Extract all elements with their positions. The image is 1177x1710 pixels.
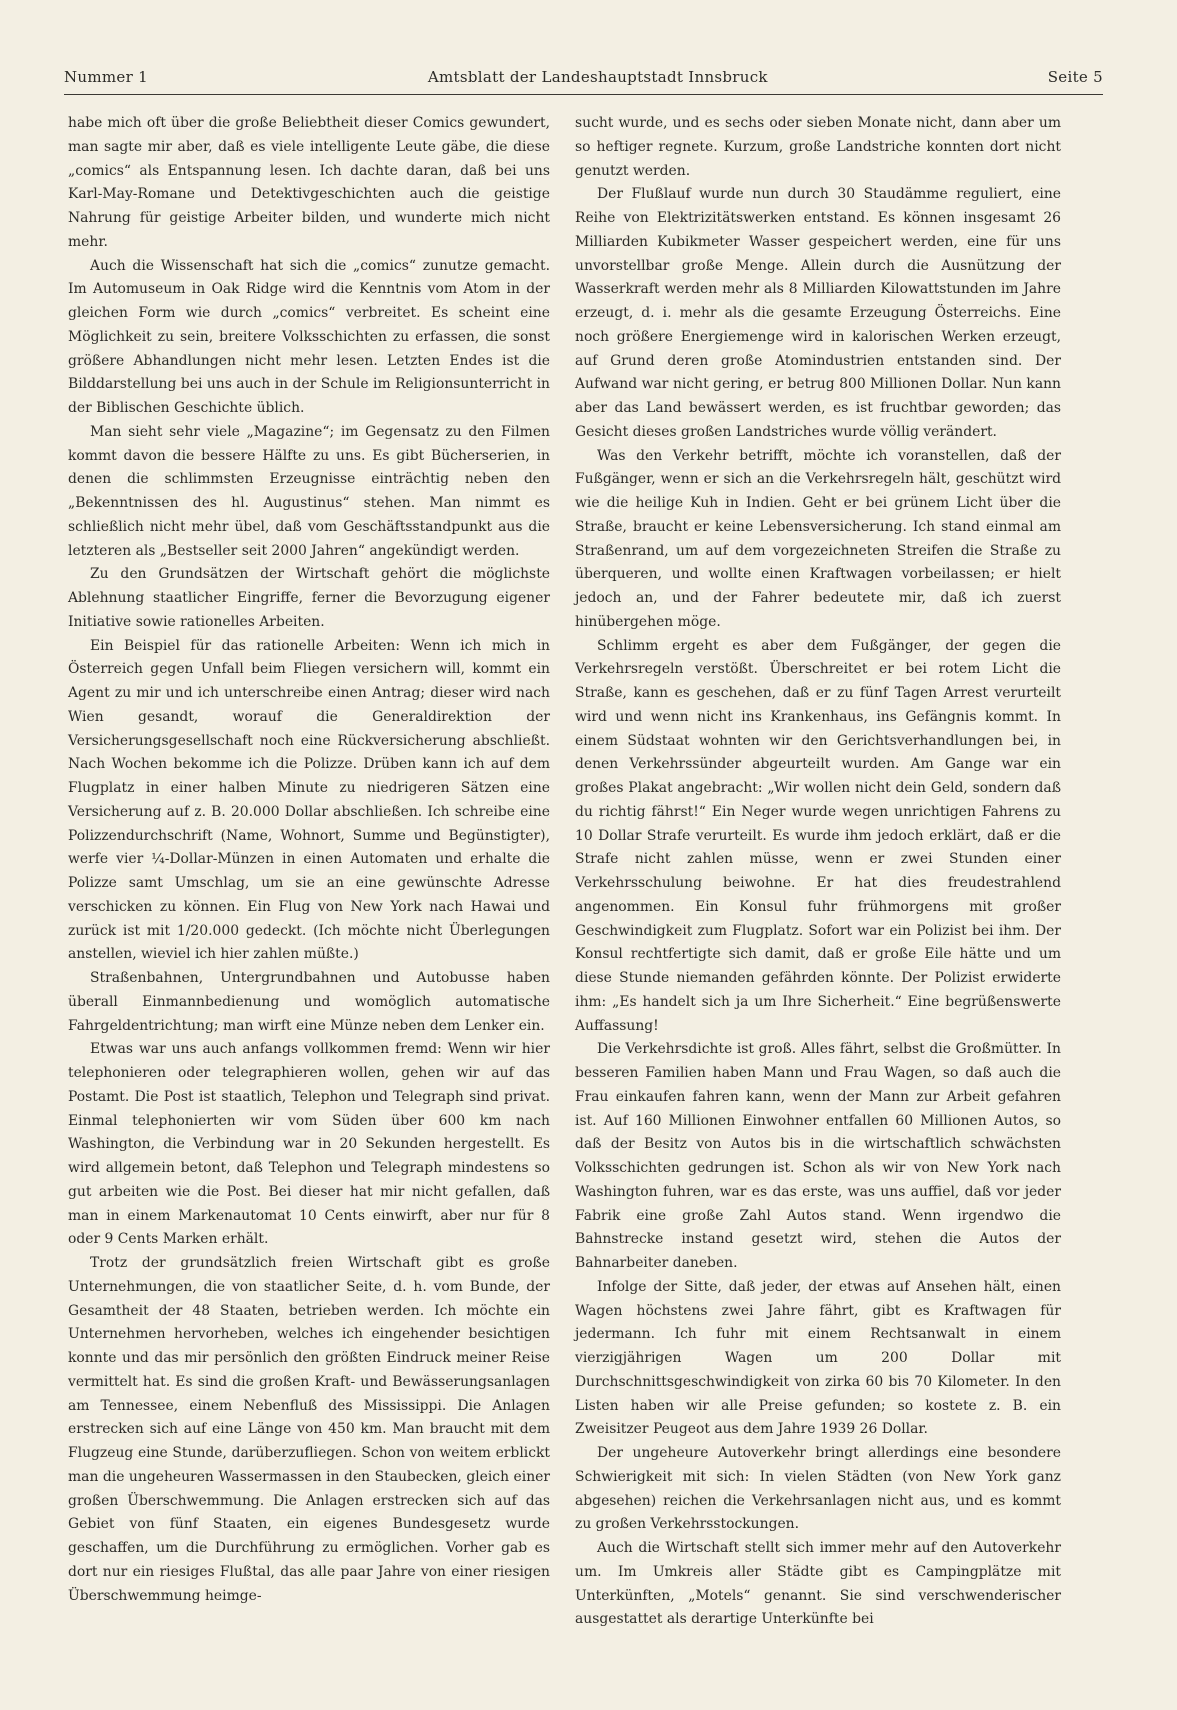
paragraph: Der Flußlauf wurde nun durch 30 Staudämme reguliert, eine Reihe von Elektrizitätswerken entstand. Es können insgesamt 26 Milliarden Kubikmeter Wasser gespeichert werden, eine für uns unvorstellbar große Menge. Allein durch die Ausnützung der Wasserkraft werden mehr als 8 Milliarden Kilowattstunden im Jahre erzeugt, d. i. mehr als die gesamte Erzeugung Österreichs. Eine noch größere Energiemenge wird in kalorischen Werken erzeugt, auf Grund deren große Atomindustrien entstanden sind. Der Aufwand war nicht gering, er betrug 800 Millionen Dollar. Nun kann aber das Land bewässert werden, es ist fruchtbar geworden; das Gesicht dieses großen Landstriches wurde völlig verändert.: [575, 186, 1061, 440]
paragraph: Zu den Grundsätzen der Wirtschaft gehört die möglichste Ablehnung staatlicher Eingriffe, ferner die Bevorzugung eigener Initiative sowie rationelles Arbeiten.: [68, 566, 550, 630]
paragraph: Ein Beispiel für das rationelle Arbeiten: Wenn ich mich in Österreich gegen Unfall beim Fliegen versichern will, kommt ein Agent zu mir und ich unterschreibe einen Antrag; dieser wird nach Wien gesandt, worauf die Generaldirektion der Versicherungsgesellschaft noch eine Rückversicherung abschließt. Nach Wochen bekomme ich die Polizze. Drüben kann ich auf dem Flugplatz in einer halben Minute zu niedrigeren Sätzen eine Versicherung auf z. B. 20.000 Dollar abschließen. Ich schreibe eine Polizzendurchschrift (Name, Wohnort, Summe und Begünstigter), werfe vier ¼-Dollar-Münzen in einen Automaten und erhalte die Polizze samt Umschlag, um sie an eine gewünschte Adresse verschicken zu können. Ein Flug von New York nach Hawai und zurück ist mit 1/20.000 gedeckt. (Ich möchte nicht Überlegungen anstellen, wieviel ich hier zahlen müßte.): [68, 637, 550, 963]
paragraph: sucht wurde, und es sechs oder sieben Monate nicht, dann aber um so heftiger regnete. Kurzum, große Landstriche konnten dort nicht genutzt werden.: [575, 115, 1061, 179]
right-column: [575, 112, 1061, 1632]
paragraph: Infolge der Sitte, daß jeder, der etwas auf Ansehen hält, einen Wagen höchstens zwei Jahre fährt, gibt es Kraftwagen für jedermann. Ich fuhr mit einem Rechtsanwalt in einem vierzigjährigen Wagen um 200 Dollar mit Durchschnittsgeschwindigkeit von zirka 60 bis 70 Kilometer. In den Listen haben wir alle Preise gefunden; so kostete z. B. ein Zweisitzer Peugeot aus dem Jahre 1939 26 Dollar.: [575, 1278, 1061, 1438]
header-rule: [64, 94, 1103, 95]
paragraph: Etwas war uns auch anfangs vollkommen fremd: Wenn wir hier telephonieren oder telegraphieren wollen, gehen wir auf das Postamt. Die Post ist staatlich, Telephon und Telegraph sind privat. Einmal telephonierten wir vom Süden über 600 km nach Washington, die Verbindung war in 20 Sekunden hergestellt. Es wird allgemein betont, daß Telephon und Telegraph mindestens so gut arbeiten wie die Post. Bei dieser hat mir nicht gefallen, daß man in einem Markenautomat 10 Cents einwirft, aber nur für 8 oder 9 Cents Marken erhält.: [68, 1041, 550, 1248]
paragraph: Was den Verkehr betrifft, möchte ich voranstellen, daß der Fußgänger, wenn er sich an die Verkehrsregeln hält, geschützt wird wie die heilige Kuh in Indien. Geht er bei grünem Licht über die Straße, braucht er keine Lebensversicherung. Ich stand einmal am Straßenrand, um auf dem vorgezeichneten Streifen die Straße zu überqueren, und wollte einen Kraftwagen vorbeilassen; er hielt jedoch an, und der Fahrer bedeutete mir, daß ich zuerst hinübergehen möge.: [575, 447, 1061, 630]
paragraph: Schlimm ergeht es aber dem Fußgänger, der gegen die Verkehrsregeln verstößt. Überschreitet er bei rotem Licht die Straße, kann es geschehen, daß er zu fünf Tagen Arrest verurteilt wird und wenn nicht ins Krankenhaus, ins Gefängnis kommt. In einem Südstaat wohnten wir den Gerichtsverhandlungen bei, in denen Verkehrssünder abgeurteilt wurden. Am Gange war ein großes Plakat angebracht: „Wir wollen nicht dein Geld, sondern daß du richtig fährst!“ Ein Neger wurde wegen unrichtigen Fahrens zu 10 Dollar Strafe verurteilt. Es wurde ihm jedoch erklärt, daß er die Strafe nicht zahlen müsse, wenn er zwei Stunden einer Verkehrsschulung beiwohne. Er hat dies freudestrahlend angenommen. Ein Konsul fuhr frühmorgens mit großer Geschwindigkeit zum Flugplatz. Sofort war ein Polizist bei ihm. Der Konsul rechtfertigte sich damit, daß er große Eile hätte und um diese Stunde niemanden gefährden könnte. Der Polizist erwiderte ihm: „Es handelt sich ja um Ihre Sicherheit.“ Eine begrüßenswerte Auffassung!: [575, 637, 1061, 1034]
issue-number: Nummer 1: [64, 68, 148, 86]
paragraph: Auch die Wirtschaft stellt sich immer mehr auf den Autoverkehr um. Im Umkreis aller Städte gibt es Campingplätze mit Unterkünften, „Motels“ genannt. Sie sind verschwenderischer ausgestattet als derartige Unterkünfte bei: [575, 1540, 1061, 1628]
publication-title: Amtsblatt der Landeshauptstadt Innsbruck: [427, 68, 768, 86]
paragraph: Die Verkehrsdichte ist groß. Alles fährt, selbst die Großmütter. In besseren Familien haben Mann und Frau Wagen, so daß auch die Frau einkaufen fahren kann, wenn der Mann zur Arbeit gefahren ist. Auf 160 Millionen Einwohner entfallen 60 Millionen Autos, so daß der Besitz von Autos bis in die wirtschaftlich schwächsten Volksschichten gedrungen ist. Schon als wir von New York nach Washington fuhren, war es das erste, was uns auffiel, daß vor jeder Fabrik eine große Zahl Autos stand. Wenn irgendwo die Bahnstrecke instand gesetzt wird, stehen die Autos der Bahnarbeiter daneben.: [575, 1041, 1061, 1271]
paragraph: Auch die Wissenschaft hat sich die „comics“ zunutze gemacht. Im Automuseum in Oak Ridge wird die Kenntnis vom Atom in der gleichen Form wie durch „comics“ verbreitet. Es scheint eine Möglichkeit zu sein, breitere Volksschichten zu erfassen, die sonst größere Abhandlungen nicht mehr lesen. Letzten Endes ist die Bilddarstellung bei uns auch in der Schule im Religionsunterricht in der Biblischen Geschichte üblich.: [68, 257, 550, 416]
paragraph: Straßenbahnen, Untergrundbahnen und Autobusse haben überall Einmannbedienung und womöglich automatische Fahrgeldentrichtung; man wirft eine Münze neben dem Lenker ein.: [68, 970, 550, 1034]
left-column: [68, 112, 550, 1608]
paragraph: Der ungeheure Autoverkehr bringt allerdings eine besondere Schwierigkeit mit sich: In vielen Städten (von New York ganz abgesehen) reichen die Verkehrsanlagen nicht aus, und es kommt zu großen Verkehrsstockungen.: [575, 1445, 1061, 1533]
page-number: Seite 5: [1047, 68, 1103, 86]
paragraph: Man sieht sehr viele „Magazine“; im Gegensatz zu den Filmen kommt davon die bessere Hälfte zu uns. Es gibt Bücherserien, in denen die schlimmsten Erzeugnisse einträchtig neben den „Bekenntnissen des hl. Augustinus“ stehen. Man nimmt es schließlich nicht mehr übel, daß vom Geschäftsstandpunkt aus die letzteren als „Bestseller seit 2000 Jahren“ angekündigt werden.: [68, 423, 550, 559]
page-header: [64, 68, 1103, 90]
paragraph: Trotz der grundsätzlich freien Wirtschaft gibt es große Unternehmungen, die von staatlicher Seite, d. h. vom Bunde, der Gesamtheit der 48 Staaten, betrieben werden. Ich möchte ein Unternehmen hervorheben, welches ich eingehender besichtigen konnte und das mir persönlich den größten Eindruck meiner Reise vermittelt hat. Es sind die großen Kraft- und Bewässerungsanlagen am Tennessee, einem Nebenfluß des Mississippi. Die Anlagen erstrecken sich auf eine Länge von 450 km. Man braucht mit dem Flugzeug eine Stunde, darüberzufliegen. Schon von weitem erblickt man die ungeheuren Wassermassen in den Staubecken, gleich einer großen Überschwemmung. Die Anlagen erstrecken sich auf das Gebiet von fünf Staaten, ein eigenes Bundesgesetz wurde geschaffen, um die Durchführung zu ermöglichen. Vorher gab es dort nur ein riesiges Flußtal, das alle paar Jahre von einer riesigen Überschwemmung heimge-: [68, 1255, 550, 1604]
paragraph: habe mich oft über die große Beliebtheit dieser Comics gewundert, man sagte mir aber, daß es viele intelligente Leute gäbe, die diese „comics“ als Entspannung lesen. Ich dachte daran, daß bei uns Karl-May-Romane und Detektivgeschichten auch die geistige Nahrung für geistige Arbeiter bilden, und wunderte mich nicht mehr.: [68, 115, 550, 250]
